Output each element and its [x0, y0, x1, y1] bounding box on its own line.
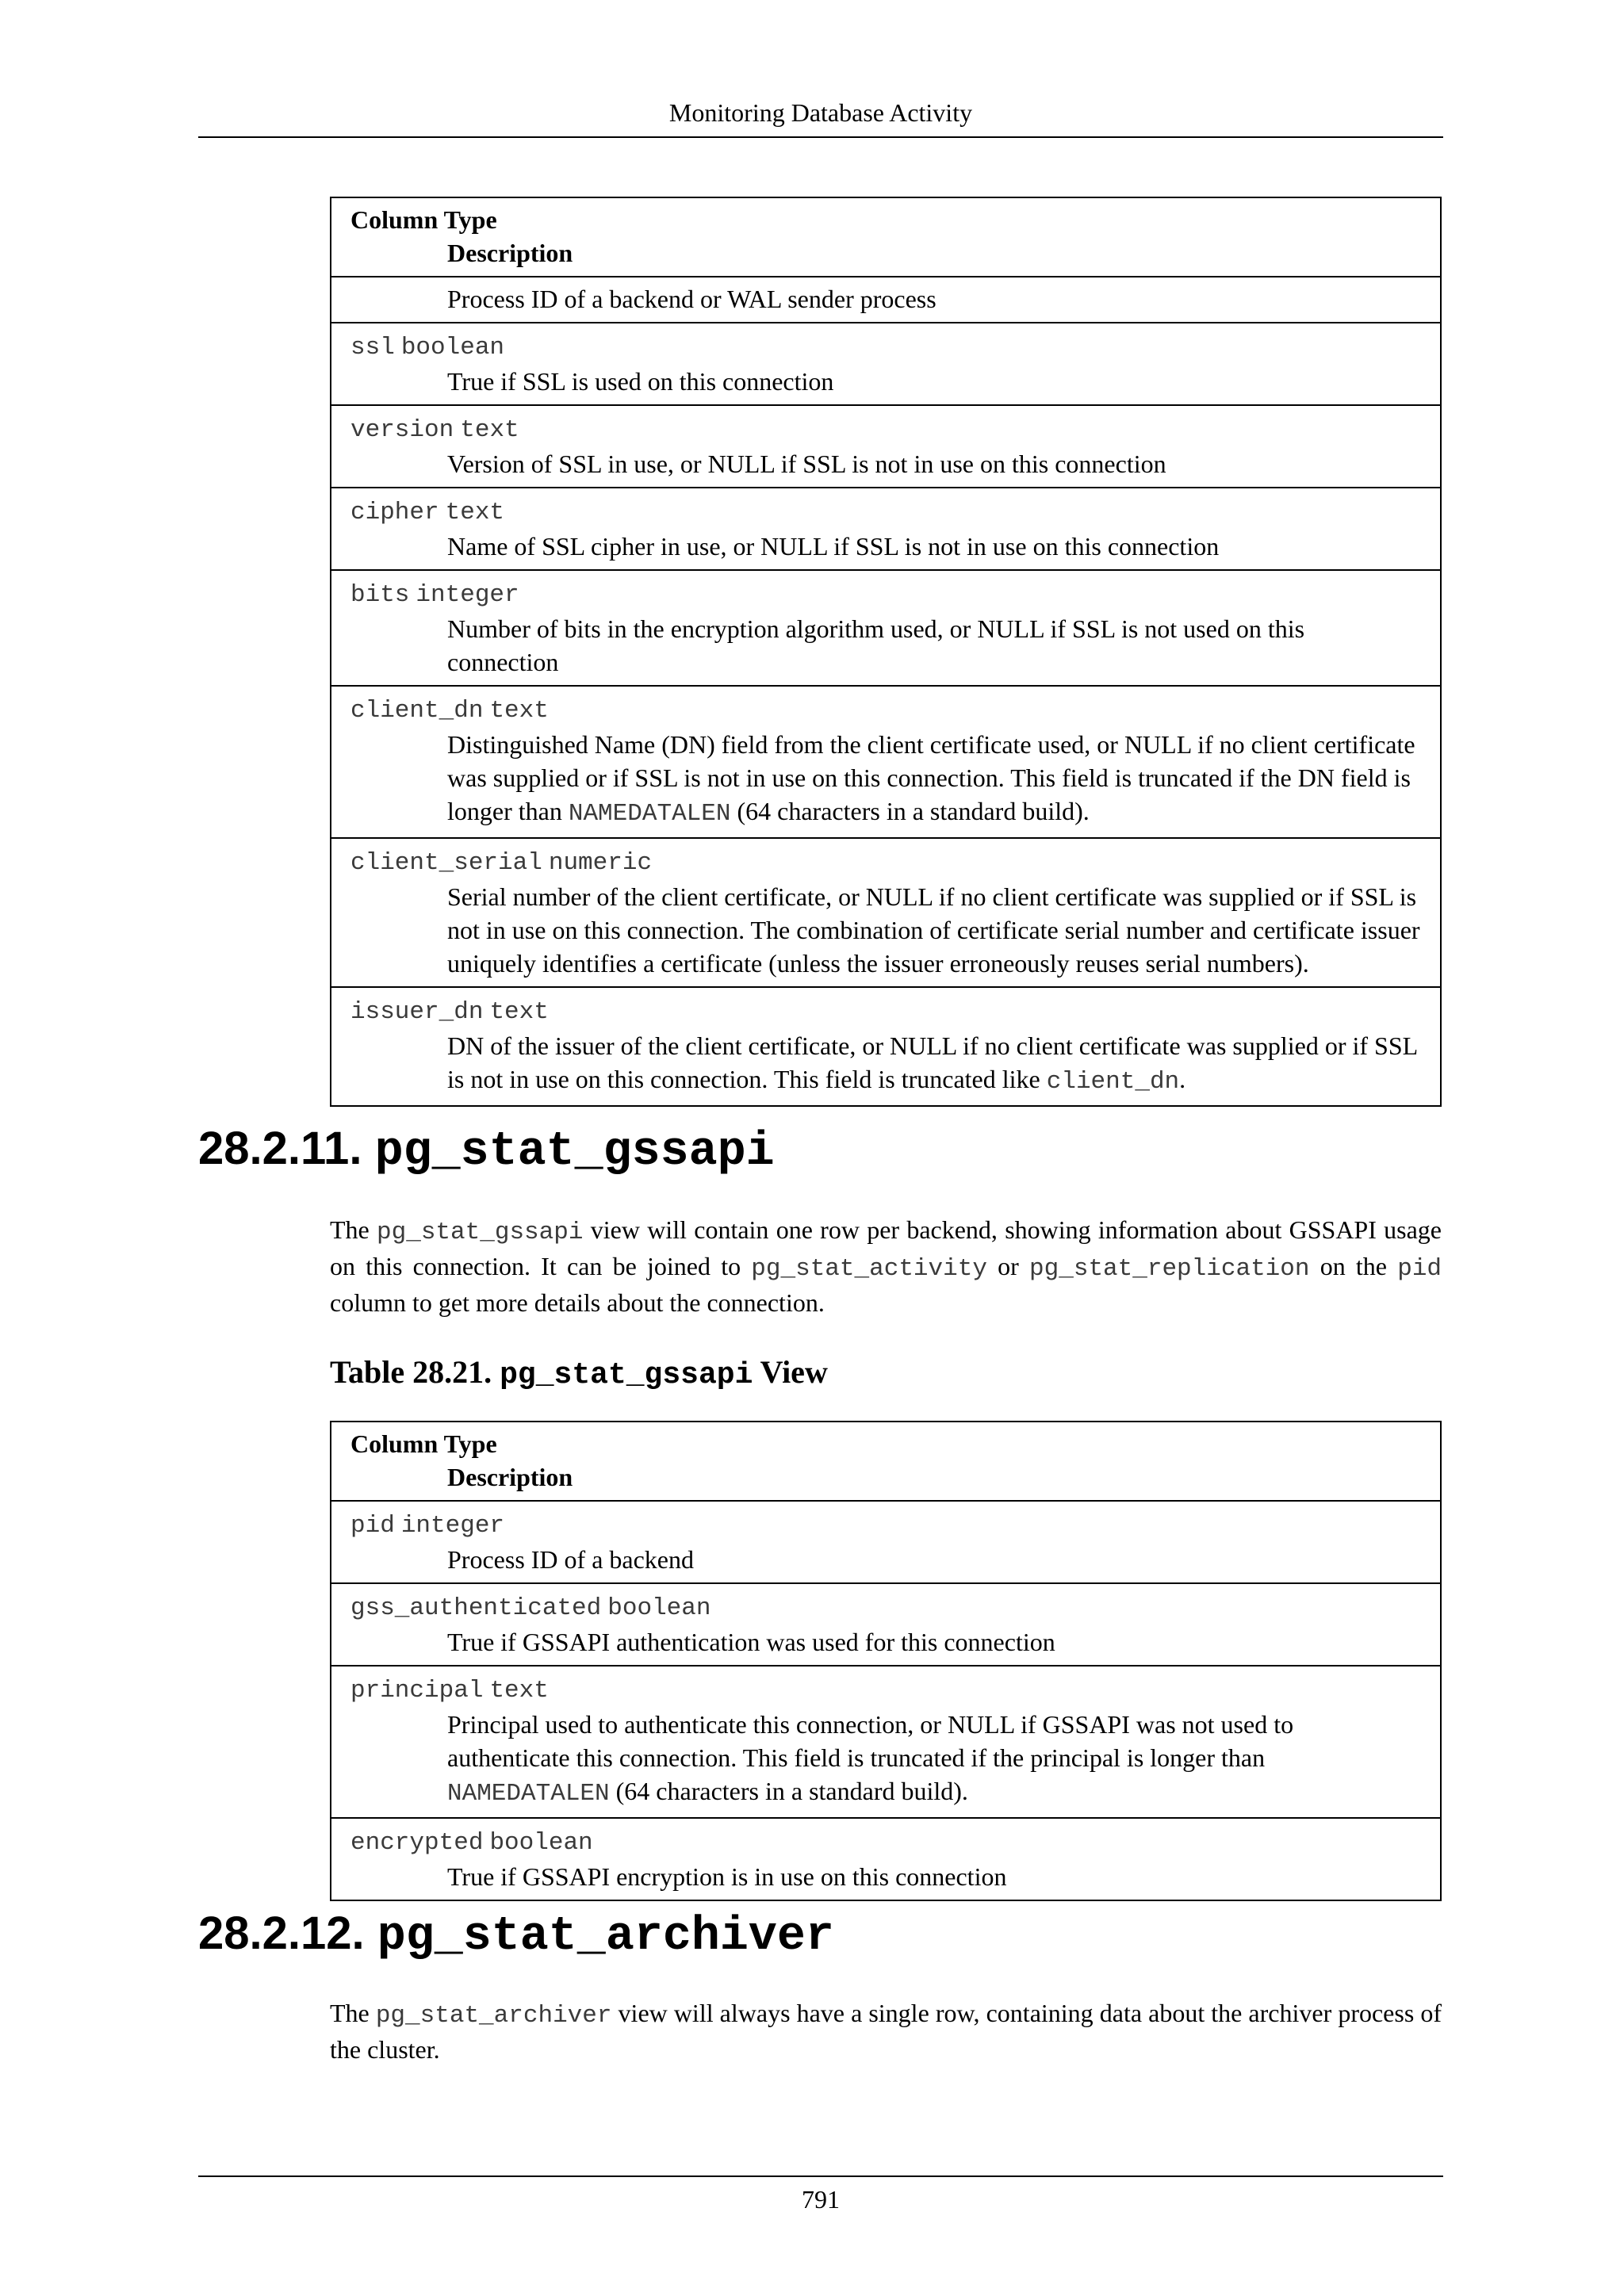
section-number: 28.2.11.: [198, 1123, 362, 1174]
row-description: True if SSL is used on this connection: [447, 367, 834, 396]
row-description: Number of bits in the encryption algorithm used, or NULL if SSL is not used on this connection: [447, 614, 1305, 676]
table-row: [331, 1817, 1440, 1900]
table-row: [331, 1582, 1440, 1665]
running-header: Monitoring Database Activity: [668, 98, 973, 127]
table-title-suffix: View: [753, 1354, 828, 1390]
paragraph-text: The: [330, 1215, 377, 1244]
column-type: integer: [400, 1512, 505, 1540]
section-heading-gssapi: [198, 1121, 775, 1180]
archiver-intro-paragraph: [330, 1996, 1442, 2066]
table-header-row: [331, 1422, 1440, 1500]
table-row: [331, 487, 1440, 569]
column-name: encrypted: [350, 1829, 484, 1857]
column-name: ssl: [350, 334, 395, 362]
gssapi-intro-paragraph: [330, 1213, 1442, 1319]
row-description: [350, 728, 1421, 831]
column-name: bits: [350, 581, 410, 609]
inline-code: pid: [1397, 1255, 1442, 1283]
row-description: True if GSSAPI authentication was used for this connection: [447, 1628, 1055, 1656]
column-name: client_dn: [350, 697, 484, 725]
paragraph-text: on the: [1309, 1252, 1398, 1280]
column-type: text: [489, 1677, 549, 1705]
column-type: text: [460, 416, 519, 444]
column-type: text: [445, 499, 505, 526]
row-description: Name of SSL cipher in use, or NULL if SSL is not in use on this connection: [447, 532, 1220, 561]
inline-code: pg_stat_replication: [1029, 1255, 1310, 1283]
description-header: Description: [447, 1463, 573, 1491]
column-name: version: [350, 416, 454, 444]
table-row: [331, 1665, 1440, 1817]
column-name: gss_authenticated: [350, 1594, 602, 1622]
description-text: (64 characters in a standard build).: [730, 797, 1090, 825]
table-row: [331, 276, 1440, 322]
description-text: .: [1179, 1065, 1186, 1093]
inline-code: NAMEDATALEN: [447, 1780, 610, 1808]
column-type: integer: [416, 581, 519, 609]
table-row: [331, 322, 1440, 404]
column-type-header: Column Type: [350, 1429, 497, 1458]
column-name: pid: [350, 1512, 395, 1540]
column-type: numeric: [548, 849, 653, 877]
paragraph-text: The: [330, 1999, 376, 2027]
column-name: client_serial: [350, 849, 542, 877]
header-rule: [198, 136, 1443, 138]
description-text: DN of the issuer of the client certificate, or NULL if no client certificate was supplied or if SSL is not in use on this connection. This field is truncated like: [447, 1031, 1417, 1093]
inline-code: pg_stat_activity: [751, 1255, 987, 1283]
column-type: boolean: [489, 1829, 593, 1857]
column-type: text: [489, 697, 549, 725]
ssl-table: [330, 197, 1442, 1107]
section-title-code: pg_stat_archiver: [377, 1910, 834, 1964]
inline-code: pg_stat_archiver: [375, 2002, 612, 2030]
inline-code: client_dn: [1046, 1068, 1180, 1096]
row-description: Process ID of a backend: [447, 1545, 694, 1574]
paragraph-text: or: [986, 1252, 1030, 1280]
page-number: 791: [802, 2185, 840, 2214]
paragraph-text: view will contain one row per backend, showing information about GSSAPI usage on this connection. It can be joined to: [330, 1215, 1442, 1280]
table-row: [331, 685, 1440, 837]
table-title-prefix: Table 28.21.: [330, 1354, 500, 1390]
row-description: Version of SSL in use, or NULL if SSL is not in use on this connection: [447, 450, 1166, 478]
description-text: Principal used to authenticate this connection, or NULL if GSSAPI was not used to authenticate this connection. This field is truncated if the principal is longer than: [447, 1710, 1294, 1772]
column-type: text: [489, 998, 549, 1026]
paragraph-text: view will always have a single row, containing data about the archiver process of the cluster.: [330, 1999, 1442, 2064]
row-description: [350, 1029, 1421, 1099]
gssapi-table: [330, 1421, 1442, 1901]
table-title-code: pg_stat_gssapi: [500, 1358, 753, 1392]
row-description: Serial number of the client certificate, or NULL if no client certificate was supplied or if SSL is not in use on this connection. The combination of certificate serial number and certificate issuer uniquely identifies a certificate (unless the issuer erroneously reuses serial numbers).: [447, 882, 1420, 978]
description-text: (64 characters in a standard build).: [609, 1777, 968, 1805]
description-text: Distinguished Name (DN) field from the client certificate used, or NULL if no client certificate was supplied or if SSL is not in use on this connection. This field is truncated if the DN field is longer than: [447, 730, 1415, 825]
column-name: principal: [350, 1677, 484, 1705]
footer-rule: [198, 2175, 1443, 2177]
table-title: [330, 1353, 828, 1395]
row-description: Process ID of a backend or WAL sender process: [447, 285, 936, 313]
description-header: Description: [447, 239, 573, 267]
table-row: [331, 837, 1440, 986]
row-description: [350, 1708, 1421, 1811]
section-number: 28.2.12.: [198, 1908, 365, 1959]
row-description: True if GSSAPI encryption is in use on this connection: [447, 1862, 1007, 1891]
table-row: [331, 1500, 1440, 1582]
section-heading-archiver: [198, 1906, 834, 1965]
table-row: [331, 404, 1440, 487]
table-row: [331, 569, 1440, 685]
column-name: issuer_dn: [350, 998, 484, 1026]
inline-code: pg_stat_gssapi: [377, 1219, 584, 1246]
table-row: [331, 986, 1440, 1105]
inline-code: NAMEDATALEN: [568, 800, 731, 828]
column-type-header: Column Type: [350, 205, 497, 234]
paragraph-text: column to get more details about the connection.: [330, 1288, 825, 1317]
column-name: cipher: [350, 499, 439, 526]
section-title-code: pg_stat_gssapi: [374, 1125, 775, 1179]
table-header-row: [331, 198, 1440, 276]
column-type: boolean: [607, 1594, 711, 1622]
column-type: boolean: [400, 334, 505, 362]
